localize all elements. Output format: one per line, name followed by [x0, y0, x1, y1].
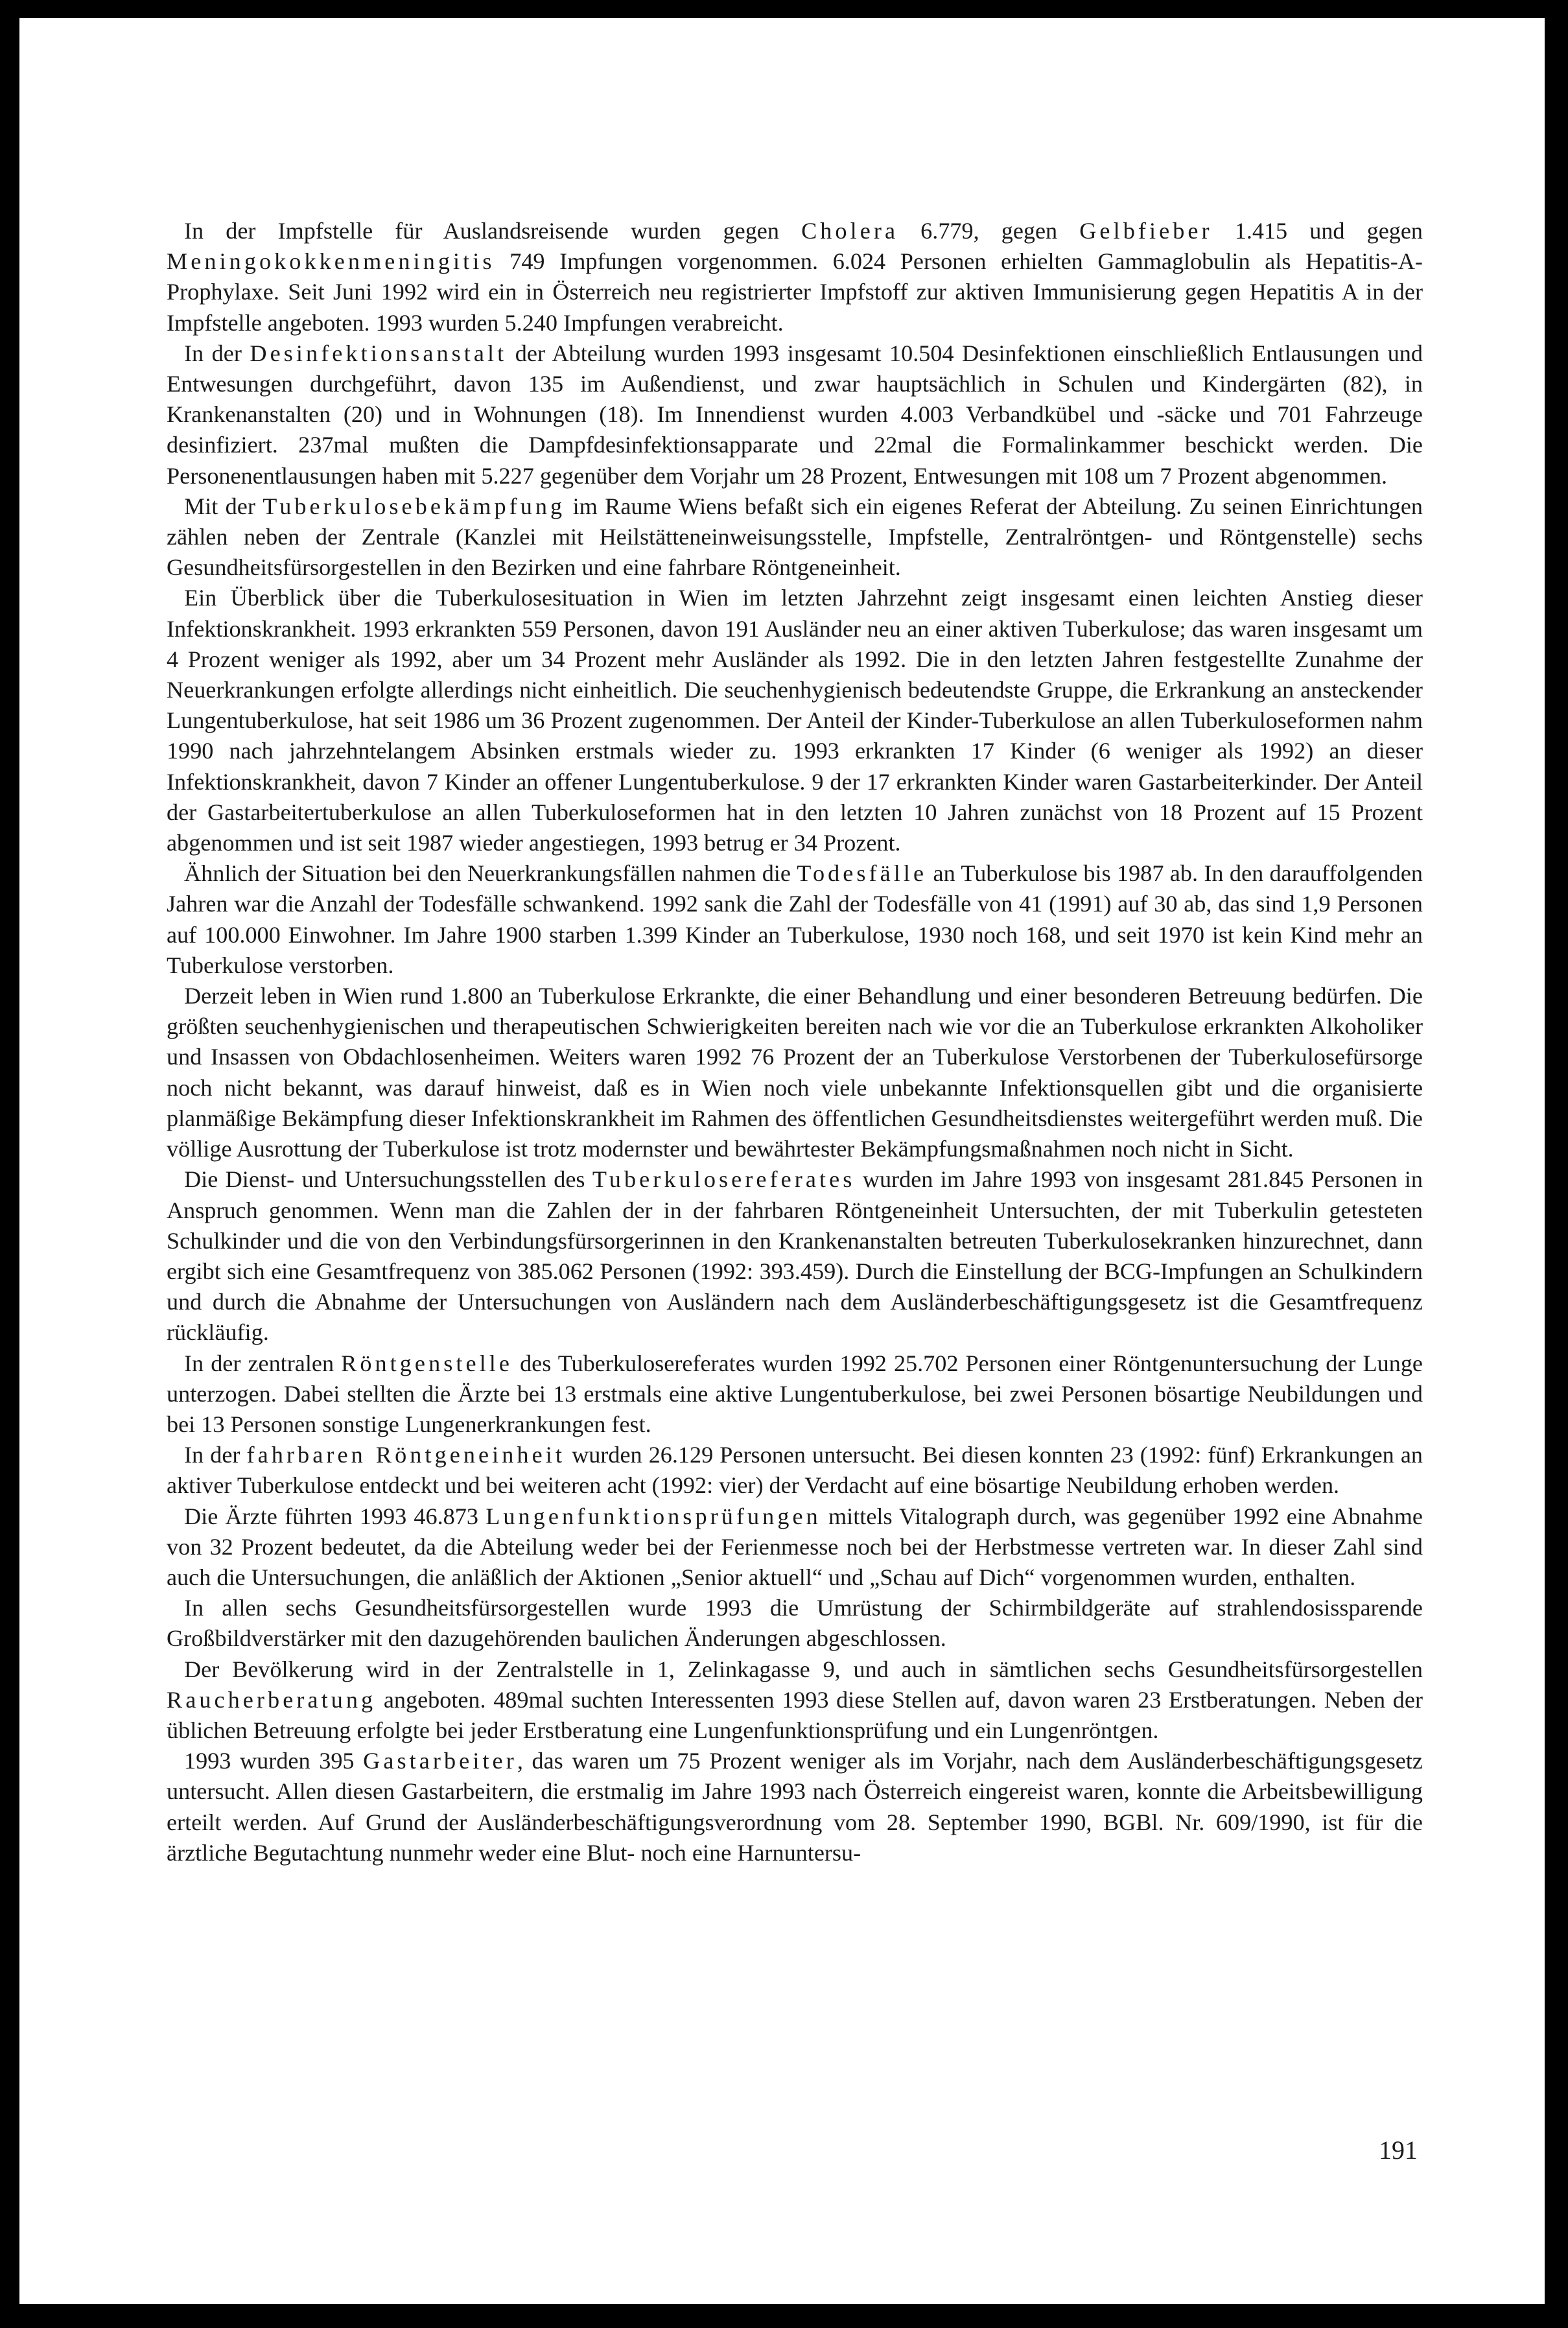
text-run: wurden 26.129 Personen untersucht. Bei diesen konnten 23 (1992: fünf) Erkrankungen an aktiver Tuberkulose entdeckt und bei weiteren acht (1992: vier) der Verdacht auf eine bösartige Neubildung erhoben werden. — [167, 1442, 1423, 1499]
text-run: im Raume Wiens befaßt sich ein eigenes Referat der Abteilung. Zu seinen Einrichtungen zählen neben der Zentrale (Kanzlei mit Heilstätteneinweisungsstelle, Impfstelle, Zentralröntgen- und Röntgenstelle) sechs Gesundheitsfürsorgestellen in den Bezirken und eine fahrbare Röntgeneinheit. — [167, 493, 1423, 581]
text-run: an Tuberkulose bis 1987 ab. In den darauffolgenden Jahren war die Anzahl der Todesfälle schwankend. 1992 sank die Zahl der Todesfälle von 41 (1991) auf 30 ab, das sind 1,9 Personen auf 100.000 Einwohner. Im Jahre 1900 starben 1.399 Kinder an Tuberkulose, 1930 noch 168, und seit 1970 ist kein Kind mehr an Tuberkulose verstorben. — [167, 860, 1423, 978]
text-run: mittels Vitalograph durch, was gegenüber 1992 eine Abnahme von 32 Prozent bedeutet, da die Abteilung weder bei der Ferienmesse noch bei der Herbstmesse vertreten war. In dieser Zahl sind auch die Untersuchungen, die anläßlich der Aktionen „Senior aktuell“ und „Schau auf Dich“ vorgenommen wurden, enthalten. — [167, 1503, 1423, 1590]
body-text — [167, 216, 1423, 1868]
text-run: wurden im Jahre 1993 von insgesamt 281.845 Personen in Anspruch genommen. Wenn man die Zahlen der in der fahrbaren Röntgeneinheit Untersuchten, der mit Tuberkulin getesteten Schulkinder und die von den Verbindungsfürsorgerinnen in den Krankenanstalten betreuten Tuberkulosekranken hinzurechnet, dann ergibt sich eine Gesamtfrequenz von 385.062 Personen (1992: 393.459). Durch die Einstellung der BCG-Impfungen an Schulkindern und durch die Abnahme der Untersuchungen von Ausländern nach dem Ausländerbeschäftigungsgesetz ist die Gesamtfrequenz rückläufig. — [167, 1166, 1423, 1346]
paragraph — [167, 1593, 1423, 1654]
paragraph — [167, 491, 1423, 583]
paragraph — [167, 1654, 1423, 1746]
text-run: Ähnlich der Situation bei den Neuerkrankungsfällen nahmen die — [184, 860, 797, 887]
paragraph — [167, 858, 1423, 981]
spaced-term: Desinfektionsanstalt — [250, 340, 508, 366]
text-run: In allen sechs Gesundheitsfürsorgestellen wurde 1993 die Umrüstung der Schirmbildgeräte auf strahlendosissparende Großbildverstärker mit den dazugehörenden baulichen Änderungen abgeschlossen. — [167, 1595, 1423, 1652]
text-run: 1993 wurden 395 — [184, 1748, 364, 1774]
text-run: Derzeit leben in Wien rund 1.800 an Tuberkulose Erkrankte, die einer Behandlung und einer besonderen Betreuung bedürfen. Die größten seuchenhygienischen und therapeutischen Schwierigkeiten bereiten nach wie vor die an Tuberkulose erkrankten Alkoholiker und Insassen von Obdachlosenheimen. Weiters waren 1992 76 Prozent der an Tuberkulose Verstorbenen der Tuberkulosefürsorge noch nicht bekannt, was darauf hinweist, daß es in Wien noch viele unbekannte Infektionsquellen gibt und die organisierte planmäßige Bekämpfung dieser Infektionskrankheit im Rahmen des öffentlichen Gesundheitsdienstes weitergeführt werden muß. Die völlige Ausrottung der Tuberkulose ist trotz modernster und bewährtester Bekämpfungsmaßnahmen noch nicht in Sicht. — [167, 983, 1423, 1162]
text-run: der Abteilung wurden 1993 insgesamt 10.504 Desinfektionen einschließlich Entlausungen und Entwesungen durchgeführt, davon 135 im Außendienst, und zwar hauptsächlich in Schulen und Kindergärten (82), in Krankenanstalten (20) und in Wohnungen (18). Im Innendienst wurden 4.003 Verbandkübel und -säcke und 701 Fahrzeuge desinfiziert. 237mal mußten die Dampfdesinfektionsapparate und 22mal die Formalinkammer beschickt werden. Die Personenentlausungen haben mit 5.227 gegenüber dem Vorjahr um 28 Prozent, Entwesungen mit 108 um 7 Prozent abgenommen. — [167, 340, 1423, 489]
spaced-term: Cholera — [801, 218, 899, 244]
text-run: In der — [184, 340, 250, 366]
spaced-term: Raucherberatung — [167, 1686, 377, 1713]
paragraph — [167, 338, 1423, 491]
text-run: Mit der — [184, 493, 263, 519]
spaced-term: Todesfälle — [797, 860, 928, 887]
text-run: In der Impfstelle für Auslandsreisende wurden gegen — [184, 218, 802, 244]
paragraph — [167, 1164, 1423, 1348]
spaced-term: fahrbaren Röntgeneinheit — [246, 1442, 565, 1468]
text-run: In der zentralen — [184, 1350, 342, 1376]
spaced-term: Röntgenstelle — [341, 1350, 513, 1376]
text-run: In der — [184, 1442, 247, 1468]
paragraph — [167, 583, 1423, 858]
spaced-term: Tuberkulosereferates — [592, 1166, 856, 1193]
text-run: des Tuberkulosereferates wurden 1992 25.702 Personen einer Röntgenuntersuchung der Lunge unterzogen. Dabei stellten die Ärzte bei 13 erstmals eine aktive Lungentuberkulose, bei zwei Personen bösartige Neubildungen und bei 13 Personen sonstige Lungenerkrankungen fest. — [167, 1350, 1423, 1437]
document-page — [19, 18, 1545, 2304]
text-run: angeboten. 489mal suchten Interessenten 1993 diese Stellen auf, davon waren 23 Erstberatungen. Neben der üblichen Betreuung erfolgte bei jeder Erstberatung eine Lungenfunktionsprüfung und ein Lungenröntgen. — [167, 1686, 1423, 1743]
page-number: 191 — [1379, 2135, 1418, 2165]
text-run: Der Bevölkerung wird in der Zentralstelle in 1, Zelinkagasse 9, und auch in sämtlichen sechs Gesundheitsfürsorgestellen — [184, 1656, 1423, 1682]
text-run: Ein Überblick über die Tuberkulosesituation in Wien im letzten Jahrzehnt zeigt insgesamt einen leichten Anstieg dieser Infektionskrankheit. 1993 erkrankten 559 Personen, davon 191 Ausländer neu an einer aktiven Tuberkulose; das waren insgesamt um 4 Prozent weniger als 1992, aber um 34 Prozent mehr Ausländer als 1992. Die in den letzten Jahren festgestellte Zunahme der Neuerkrankungen erfolgte allerdings nicht einheitlich. Die seuchenhygienisch bedeutendste Gruppe, die Erkrankung an ansteckender Lungentuberkulose, hat seit 1986 um 36 Prozent zugenommen. Der Anteil der Kinder-Tuberkulose an allen Tuberkuloseformen nahm 1990 nach jahrzehntelangem Absinken erstmals wieder zu. 1993 erkrankten 17 Kinder (6 weniger als 1992) an dieser Infektionskrankheit, davon 7 Kinder an offener Lungentuberkulose. 9 der 17 erkrankten Kinder waren Gastarbeiterkinder. Der Anteil der Gastarbeitertuberkulose an allen Tuberkuloseformen hat in den letzten 10 Jahren zunächst von 18 Prozent auf 15 Prozent abgenommen und ist seit 1987 wieder angestiegen, 1993 betrug er 34 Prozent. — [167, 585, 1423, 856]
text-run: , das waren um 75 Prozent weniger als im Vorjahr, nach dem Ausländerbeschäftigungsgesetz untersucht. Allen diesen Gastarbeitern, die erstmalig im Jahre 1993 nach Österreich eingereist waren, konnte die Arbeitsbewilligung erteilt werden. Auf Grund der Ausländerbeschäftigungsverordnung vom 28. September 1990, BGBl. Nr. 609/1990, ist für die ärztliche Begutachtung nunmehr weder eine Blut- noch eine Harnuntersu- — [167, 1748, 1423, 1866]
text-run: Die Dienst- und Untersuchungsstellen des — [184, 1166, 592, 1193]
paragraph — [167, 1746, 1423, 1868]
spaced-term: Lungenfunktionsprüfungen — [486, 1503, 821, 1529]
text-run: Die Ärzte führten 1993 46.873 — [184, 1503, 486, 1529]
spaced-term: Tuberkulosebekämpfung — [263, 493, 566, 519]
paragraph — [167, 216, 1423, 338]
spaced-term: Gastarbeiter — [363, 1748, 517, 1774]
paragraph — [167, 1440, 1423, 1501]
paragraph — [167, 1348, 1423, 1440]
text-run: 1.415 und gegen — [1212, 218, 1423, 244]
spaced-term: Gelbfieber — [1079, 218, 1213, 244]
spaced-term: Meningokokkenmeningitis — [167, 248, 495, 275]
text-run: 749 Impfungen vorgenommen. 6.024 Personen erhielten Gammaglobulin als Hepatitis-A-Prophylaxe. Seit Juni 1992 wird ein in Österreich neu registrierter Impfstoff zur aktiven Immunisierung gegen Hepatitis A in der Impfstelle angeboten. 1993 wurden 5.240 Impfungen verabreicht. — [167, 248, 1423, 336]
paragraph — [167, 981, 1423, 1164]
paragraph — [167, 1501, 1423, 1593]
text-run: 6.779, gegen — [898, 218, 1080, 244]
